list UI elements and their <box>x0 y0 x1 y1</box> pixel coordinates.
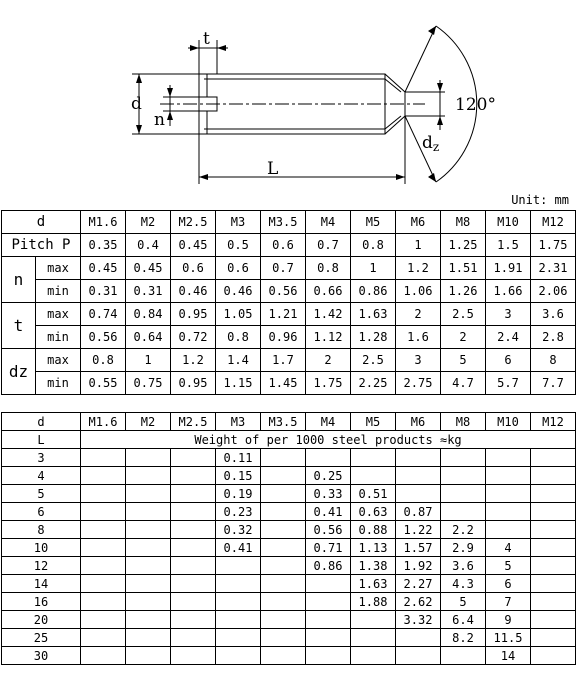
size-cell: M2 <box>126 413 171 431</box>
t-max-cell: 0.74 <box>81 303 126 326</box>
weight-cell <box>126 629 171 647</box>
row-size-header <box>2 413 576 431</box>
weight-cell <box>216 647 261 665</box>
size-cell: M6 <box>396 211 441 234</box>
weight-row <box>2 575 576 593</box>
dz-header: dz <box>2 349 36 395</box>
weight-cell <box>171 575 216 593</box>
pitch-cell: 0.8 <box>351 234 396 257</box>
weight-cell <box>81 575 126 593</box>
weight-cell <box>441 449 486 467</box>
t-max-cell: 1.05 <box>216 303 261 326</box>
n-max-cell: 0.45 <box>81 257 126 280</box>
weight-cell: 6.4 <box>441 611 486 629</box>
weight-table <box>1 412 576 665</box>
size-cell: M6 <box>396 413 441 431</box>
dz-min-cell: 0.55 <box>81 372 126 395</box>
weight-cell: 6 <box>486 575 531 593</box>
weight-cell <box>216 611 261 629</box>
weight-cell <box>531 503 576 521</box>
weight-row <box>2 485 576 503</box>
weight-row <box>2 539 576 557</box>
weight-cell: 0.23 <box>216 503 261 521</box>
length-cell: 4 <box>2 467 81 485</box>
t-max-cell: 0.95 <box>171 303 216 326</box>
weight-cell <box>261 449 306 467</box>
t-header: t <box>2 303 36 349</box>
dz-max-cell: 1 <box>126 349 171 372</box>
weight-cell <box>126 449 171 467</box>
pitch-cell: 1.5 <box>486 234 531 257</box>
weight-cell: 0.41 <box>306 503 351 521</box>
weight-cell <box>81 485 126 503</box>
dz-max-cell: 8 <box>531 349 576 372</box>
size-cell: M5 <box>351 413 396 431</box>
weight-cell <box>351 647 396 665</box>
weight-cell: 1.92 <box>396 557 441 575</box>
n-max-cell: 0.45 <box>126 257 171 280</box>
weight-cell <box>171 593 216 611</box>
t-min-cell: 0.8 <box>216 326 261 349</box>
weight-cell <box>531 485 576 503</box>
weight-cell <box>81 521 126 539</box>
size-cell: M3.5 <box>261 211 306 234</box>
weight-cell: 2.62 <box>396 593 441 611</box>
label-n: n <box>154 110 165 130</box>
n-min-cell: 0.56 <box>261 280 306 303</box>
weight-cell: 5 <box>486 557 531 575</box>
length-cell: 30 <box>2 647 81 665</box>
weight-cell <box>306 629 351 647</box>
dz-max-cell: 1.2 <box>171 349 216 372</box>
weight-cell <box>351 449 396 467</box>
dz-min-cell: 5.7 <box>486 372 531 395</box>
weight-cell <box>486 467 531 485</box>
size-cell: M5 <box>351 211 396 234</box>
dz-max-cell: 2 <box>306 349 351 372</box>
max-label: max <box>36 349 81 372</box>
row-t-min <box>2 326 576 349</box>
n-header: n <box>2 257 36 303</box>
label-d: d <box>131 94 142 114</box>
weight-cell <box>261 647 306 665</box>
weight-cell: 3.32 <box>396 611 441 629</box>
weight-cell: 0.51 <box>351 485 396 503</box>
weight-cell: 4.3 <box>441 575 486 593</box>
weight-cell <box>396 449 441 467</box>
pitch-cell: 1 <box>396 234 441 257</box>
size-cell: M8 <box>441 413 486 431</box>
size-cell: M2.5 <box>171 413 216 431</box>
row-dz-min <box>2 372 576 395</box>
weight-cell <box>396 467 441 485</box>
row-pitch <box>2 234 576 257</box>
size-cell: M10 <box>486 211 531 234</box>
weight-cell <box>351 611 396 629</box>
weight-cell <box>171 539 216 557</box>
pitch-cell: 0.5 <box>216 234 261 257</box>
size-cell: M2.5 <box>171 211 216 234</box>
weight-cell <box>261 539 306 557</box>
pitch-cell: 1.75 <box>531 234 576 257</box>
pitch-cell: 0.4 <box>126 234 171 257</box>
weight-cell <box>81 503 126 521</box>
weight-cell <box>126 647 171 665</box>
size-cell: M2 <box>126 211 171 234</box>
weight-cell <box>486 503 531 521</box>
pitch-cell: 0.35 <box>81 234 126 257</box>
dz-min-cell: 4.7 <box>441 372 486 395</box>
weight-cell <box>531 467 576 485</box>
t-max-cell: 3.6 <box>531 303 576 326</box>
weight-cell: 0.15 <box>216 467 261 485</box>
d-header: d <box>2 413 81 431</box>
pitch-cell: 0.45 <box>171 234 216 257</box>
n-max-cell: 1.2 <box>396 257 441 280</box>
weight-cell <box>531 629 576 647</box>
t-max-cell: 1.21 <box>261 303 306 326</box>
n-max-cell: 1 <box>351 257 396 280</box>
n-max-cell: 2.31 <box>531 257 576 280</box>
weight-cell <box>486 449 531 467</box>
dz-max-cell: 1.7 <box>261 349 306 372</box>
weight-cell <box>216 593 261 611</box>
weight-row <box>2 449 576 467</box>
n-min-cell: 0.31 <box>126 280 171 303</box>
weight-cell <box>396 485 441 503</box>
n-max-cell: 0.8 <box>306 257 351 280</box>
n-min-cell: 1.26 <box>441 280 486 303</box>
n-min-cell: 0.46 <box>171 280 216 303</box>
weight-cell <box>531 521 576 539</box>
weight-cell <box>531 449 576 467</box>
size-cell: M8 <box>441 211 486 234</box>
weight-cell: 0.32 <box>216 521 261 539</box>
dz-min-cell: 0.95 <box>171 372 216 395</box>
dz-max-cell: 5 <box>441 349 486 372</box>
size-cell: M3 <box>216 413 261 431</box>
weight-cell: 8.2 <box>441 629 486 647</box>
weight-cell <box>171 503 216 521</box>
row-dz-max <box>2 349 576 372</box>
weight-cell <box>81 557 126 575</box>
size-cell: M3 <box>216 211 261 234</box>
n-min-cell: 0.31 <box>81 280 126 303</box>
weight-cell <box>351 629 396 647</box>
weight-row <box>2 503 576 521</box>
weight-cell: 0.25 <box>306 467 351 485</box>
row-n-max <box>2 257 576 280</box>
weight-cell <box>486 521 531 539</box>
weight-cell <box>531 593 576 611</box>
weight-cell <box>531 557 576 575</box>
min-label: min <box>36 326 81 349</box>
weight-cell <box>306 593 351 611</box>
L-header: L <box>2 431 81 449</box>
angle-line-top <box>405 26 436 92</box>
weight-cell <box>396 647 441 665</box>
weight-row <box>2 611 576 629</box>
dz-max-cell: 1.4 <box>216 349 261 372</box>
row-t-max <box>2 303 576 326</box>
weight-cell <box>171 521 216 539</box>
weight-row <box>2 557 576 575</box>
weight-cell: 0.56 <box>306 521 351 539</box>
label-angle: 120° <box>455 95 496 115</box>
dz-min-cell: 2.25 <box>351 372 396 395</box>
weight-cell <box>171 647 216 665</box>
weight-cell: 7 <box>486 593 531 611</box>
t-max-cell: 2 <box>396 303 441 326</box>
label-L: L <box>267 159 279 179</box>
dz-min-cell: 0.75 <box>126 372 171 395</box>
weight-cell <box>216 575 261 593</box>
weight-cell: 0.19 <box>216 485 261 503</box>
screw-drawing <box>0 0 577 200</box>
unit-label: Unit: mm <box>511 193 569 207</box>
weight-cell <box>261 521 306 539</box>
weight-cell <box>306 611 351 629</box>
weight-cell <box>81 449 126 467</box>
weight-cell <box>126 521 171 539</box>
dz-min-cell: 1.15 <box>216 372 261 395</box>
pitch-cell: 0.7 <box>306 234 351 257</box>
weight-row <box>2 593 576 611</box>
weight-cell: 14 <box>486 647 531 665</box>
row-n-min <box>2 280 576 303</box>
weight-cell <box>81 539 126 557</box>
row-d <box>2 211 576 234</box>
label-t: t <box>203 29 210 49</box>
label-dz-sub: z <box>432 140 440 154</box>
dz-max-cell: 0.8 <box>81 349 126 372</box>
label-dz-main: d <box>422 133 433 153</box>
weight-cell: 0.87 <box>396 503 441 521</box>
weight-cell <box>261 467 306 485</box>
weight-cell <box>486 485 531 503</box>
weight-cell <box>306 575 351 593</box>
n-max-cell: 0.7 <box>261 257 306 280</box>
dz-max-cell: 6 <box>486 349 531 372</box>
weight-cell <box>126 539 171 557</box>
t-max-cell: 1.42 <box>306 303 351 326</box>
d-header: d <box>2 211 81 234</box>
weight-cell <box>171 611 216 629</box>
max-label: max <box>36 303 81 326</box>
t-min-cell: 1.12 <box>306 326 351 349</box>
n-max-cell: 1.91 <box>486 257 531 280</box>
weight-cell: 4 <box>486 539 531 557</box>
weight-cell <box>126 593 171 611</box>
t-min-cell: 0.72 <box>171 326 216 349</box>
weight-cell: 1.38 <box>351 557 396 575</box>
weight-cell <box>351 467 396 485</box>
size-cell: M4 <box>306 211 351 234</box>
n-min-cell: 0.66 <box>306 280 351 303</box>
length-cell: 20 <box>2 611 81 629</box>
length-cell: 6 <box>2 503 81 521</box>
weight-cell <box>171 449 216 467</box>
weight-row <box>2 467 576 485</box>
t-min-cell: 1.28 <box>351 326 396 349</box>
weight-cell <box>441 467 486 485</box>
weight-cell: 0.86 <box>306 557 351 575</box>
weight-cell <box>531 611 576 629</box>
dz-min-cell: 1.45 <box>261 372 306 395</box>
weight-cell <box>171 557 216 575</box>
size-cell: M1.6 <box>81 211 126 234</box>
size-cell: M12 <box>531 211 576 234</box>
t-min-cell: 2.8 <box>531 326 576 349</box>
weight-cell <box>261 503 306 521</box>
length-cell: 12 <box>2 557 81 575</box>
weight-cell <box>126 557 171 575</box>
weight-cell <box>81 593 126 611</box>
weight-cell: 0.33 <box>306 485 351 503</box>
size-cell: M10 <box>486 413 531 431</box>
t-min-cell: 2 <box>441 326 486 349</box>
pitch-cell: 0.6 <box>261 234 306 257</box>
weight-cell: 5 <box>441 593 486 611</box>
length-cell: 10 <box>2 539 81 557</box>
weight-cell <box>531 539 576 557</box>
weight-cell <box>126 467 171 485</box>
weight-cell <box>171 467 216 485</box>
t-min-cell: 2.4 <box>486 326 531 349</box>
weight-cell <box>441 485 486 503</box>
weight-cell: 1.88 <box>351 593 396 611</box>
length-cell: 5 <box>2 485 81 503</box>
weight-cell <box>261 593 306 611</box>
min-label: min <box>36 280 81 303</box>
weight-cell <box>216 557 261 575</box>
label-dz <box>422 133 439 154</box>
n-min-cell: 0.86 <box>351 280 396 303</box>
weight-cell: 1.13 <box>351 539 396 557</box>
weight-cell <box>81 647 126 665</box>
weight-cell <box>441 647 486 665</box>
weight-cell: 0.71 <box>306 539 351 557</box>
n-max-cell: 0.6 <box>216 257 261 280</box>
weight-cell <box>126 575 171 593</box>
t-max-cell: 1.63 <box>351 303 396 326</box>
length-cell: 8 <box>2 521 81 539</box>
size-cell: M3.5 <box>261 413 306 431</box>
weight-cell <box>81 611 126 629</box>
weight-cell <box>531 575 576 593</box>
weight-cell <box>261 557 306 575</box>
weight-cell <box>126 485 171 503</box>
weight-cell: 2.9 <box>441 539 486 557</box>
weight-cell: 2.2 <box>441 521 486 539</box>
weight-cell: 3.6 <box>441 557 486 575</box>
weight-cell: 0.41 <box>216 539 261 557</box>
t-max-cell: 3 <box>486 303 531 326</box>
weight-cell: 1.57 <box>396 539 441 557</box>
weight-cell: 1.63 <box>351 575 396 593</box>
size-cell: M12 <box>531 413 576 431</box>
row-L-header <box>2 431 576 449</box>
weight-row <box>2 629 576 647</box>
length-cell: 3 <box>2 449 81 467</box>
weight-cell: 1.22 <box>396 521 441 539</box>
weight-cell <box>171 629 216 647</box>
length-cell: 14 <box>2 575 81 593</box>
length-cell: 16 <box>2 593 81 611</box>
dz-max-cell: 3 <box>396 349 441 372</box>
t-min-cell: 1.6 <box>396 326 441 349</box>
t-max-cell: 0.84 <box>126 303 171 326</box>
weight-row <box>2 647 576 665</box>
t-max-cell: 2.5 <box>441 303 486 326</box>
weight-cell: 9 <box>486 611 531 629</box>
n-min-cell: 1.06 <box>396 280 441 303</box>
weight-cell: 0.88 <box>351 521 396 539</box>
weight-cell <box>441 503 486 521</box>
pitch-header: Pitch P <box>2 234 81 257</box>
weight-cell <box>126 611 171 629</box>
weight-cell: 2.27 <box>396 575 441 593</box>
dz-min-cell: 1.75 <box>306 372 351 395</box>
dz-min-cell: 2.75 <box>396 372 441 395</box>
dz-max-cell: 2.5 <box>351 349 396 372</box>
weight-row <box>2 521 576 539</box>
t-min-cell: 0.96 <box>261 326 306 349</box>
weight-cell: 0.63 <box>351 503 396 521</box>
weight-cell <box>306 647 351 665</box>
dz-min-cell: 7.7 <box>531 372 576 395</box>
weight-cell <box>396 629 441 647</box>
pitch-cell: 1.25 <box>441 234 486 257</box>
weight-cell <box>261 575 306 593</box>
weight-cell <box>216 629 261 647</box>
weight-cell <box>81 629 126 647</box>
weight-cell <box>261 611 306 629</box>
n-max-cell: 1.51 <box>441 257 486 280</box>
n-max-cell: 0.6 <box>171 257 216 280</box>
length-cell: 25 <box>2 629 81 647</box>
size-cell: M4 <box>306 413 351 431</box>
weight-caption: Weight of per 1000 steel products ≈kg <box>81 431 576 449</box>
t-min-cell: 0.56 <box>81 326 126 349</box>
n-min-cell: 2.06 <box>531 280 576 303</box>
t-min-cell: 0.64 <box>126 326 171 349</box>
dimension-table <box>1 210 576 395</box>
weight-cell: 0.11 <box>216 449 261 467</box>
weight-cell <box>261 629 306 647</box>
weight-cell <box>81 467 126 485</box>
size-cell: M1.6 <box>81 413 126 431</box>
weight-cell: 11.5 <box>486 629 531 647</box>
weight-cell <box>261 485 306 503</box>
min-label: min <box>36 372 81 395</box>
n-min-cell: 0.46 <box>216 280 261 303</box>
weight-cell <box>171 485 216 503</box>
weight-cell <box>126 503 171 521</box>
weight-cell <box>306 449 351 467</box>
n-min-cell: 1.66 <box>486 280 531 303</box>
max-label: max <box>36 257 81 280</box>
weight-cell <box>531 647 576 665</box>
